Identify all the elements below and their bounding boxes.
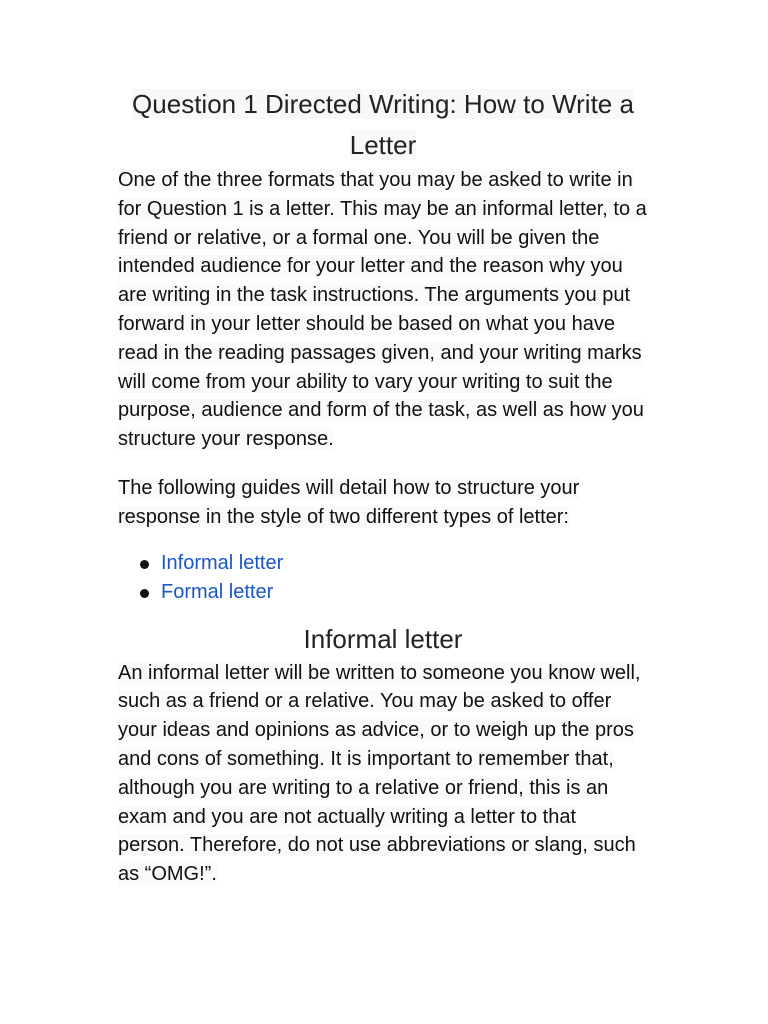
list-item xyxy=(138,549,648,578)
list-item xyxy=(138,578,648,607)
formal-letter-link[interactable]: Formal letter xyxy=(161,580,274,603)
intro-paragraph xyxy=(118,166,648,454)
guides-paragraph-text: The following guides will detail how to structure your response in the style of two different types of letter: xyxy=(118,476,580,528)
informal-paragraph-text: An informal letter will be written to someone you know well, such as a friend or a relative. You may be asked to offer your ideas and opinions as advice, or to weigh up the pros and cons of something. It is important to remember that, although you are writing to a relative or friend, this is an exam and you are not actually writing a letter to that person. Therefore, do not use abbreviations or slang, such as “OMG!”. xyxy=(118,661,641,886)
section-heading: Informal letter xyxy=(303,623,463,654)
informal-letter-link[interactable]: Informal letter xyxy=(161,551,284,574)
guides-paragraph xyxy=(118,474,648,532)
guide-links-list xyxy=(118,549,648,607)
page-title xyxy=(118,84,648,166)
document-page xyxy=(118,84,648,889)
intro-paragraph-text: One of the three formats that you may be asked to write in for Question 1 is a letter. This may be an informal letter, to a friend or relative, or a formal one. You will be given the intended audience for your letter and the reason why you are writing in the task instructions. The arguments you put forward in your letter should be based on what you have read in the reading passages given, and your writing marks will come from your ability to vary your writing to suit the purpose, audience and form of the task, as well as how you structure your response. xyxy=(118,169,647,451)
bullet-icon xyxy=(140,560,149,569)
bullet-icon xyxy=(140,589,149,598)
informal-paragraph xyxy=(118,659,648,889)
page-title-text: Question 1 Directed Writing: How to Write a Letter xyxy=(132,89,634,160)
